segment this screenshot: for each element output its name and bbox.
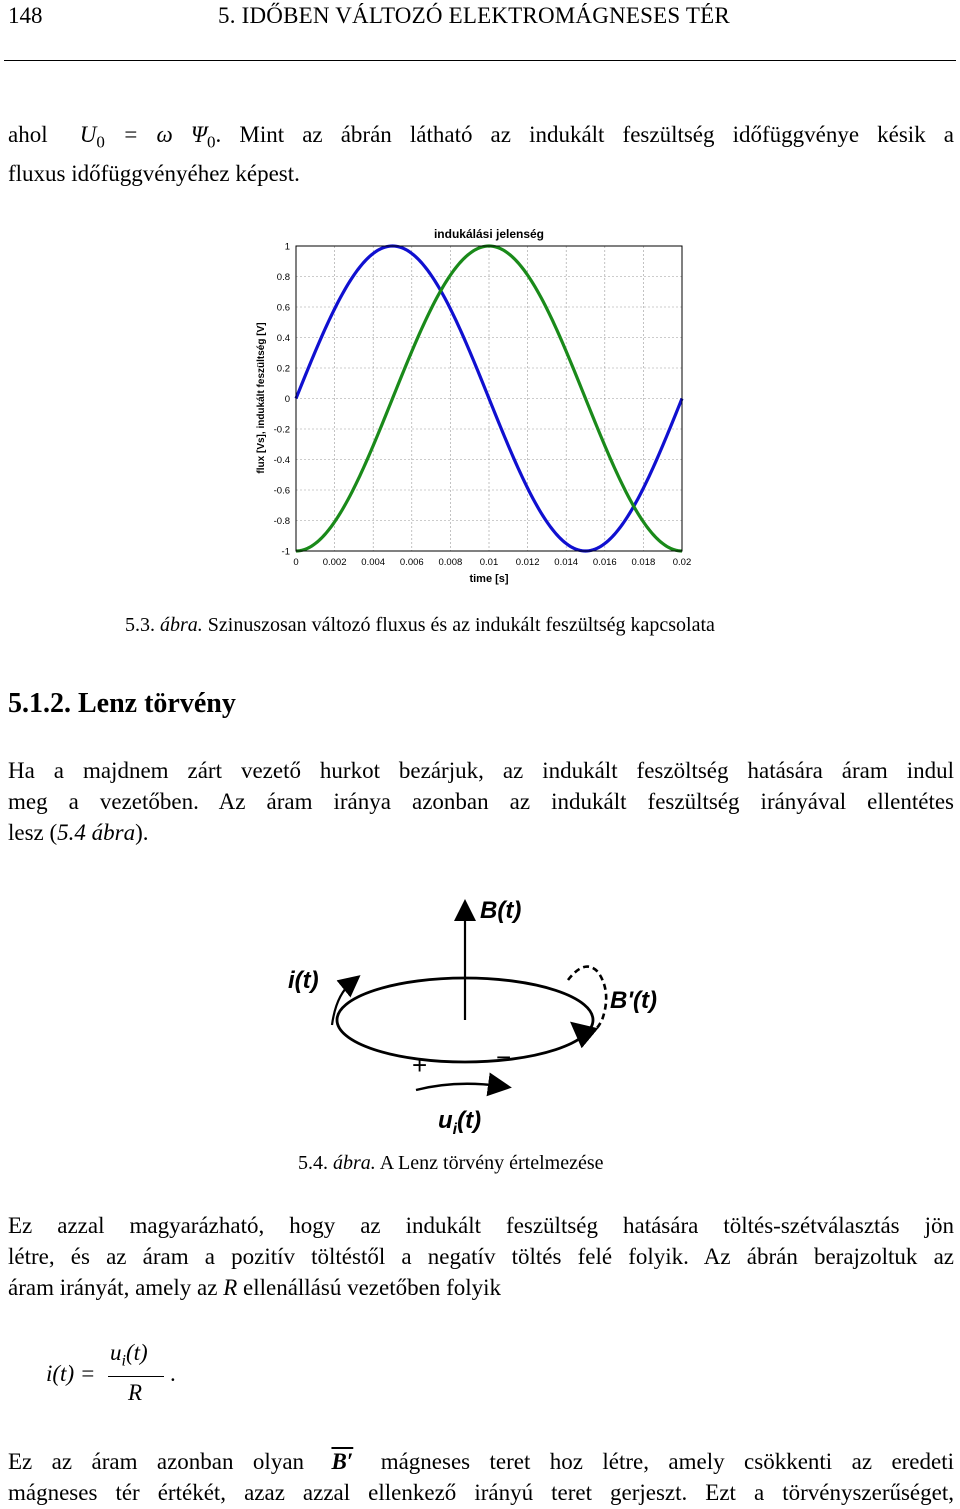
label-plus: +	[412, 1050, 428, 1080]
figure-caption-5-3: 5.3. ábra. Szinuszosan változó fluxus és az indukált feszültség kapcsolata	[125, 614, 715, 636]
inline-equation-u0: $U_0 = \omega$ $\Psi_0$	[79, 122, 216, 152]
figure-caption-5-4: 5.4. ábra. A Lenz törvény értelmezése	[298, 1152, 604, 1174]
x-tick-label: 0.004	[361, 557, 386, 568]
flux-voltage-chart	[228, 214, 708, 590]
y-tick-label: -1	[281, 546, 290, 558]
paragraph-b-prime-line-2: mágneses tér értékét, azaz azzal ellenkező irányú teret gerjeszt. Ezt a törvényszerűséget,	[8, 1480, 954, 1505]
equation-denominator: R	[128, 1380, 143, 1405]
chart-xlabel: time [s]	[469, 573, 509, 585]
header-rule	[4, 60, 956, 61]
y-tick-label: 0	[284, 394, 290, 405]
x-tick-label: 0.02	[672, 557, 692, 568]
paragraph-explanation-line-1: Ez azzal magyarázható, hogy az indukált feszültség hatására töltés-szétválasztás jön	[8, 1213, 954, 1238]
paragraph-lenz-intro	[8, 755, 954, 848]
y-tick-label: 0.2	[276, 363, 290, 375]
y-tick-label: 0.4	[276, 333, 290, 344]
paragraph-lenz-line-3: lesz (5.4 ábra).	[8, 820, 149, 845]
page-number: 148	[8, 3, 43, 28]
y-tick-label: -0.2	[273, 424, 290, 436]
lenz-law-diagram	[280, 880, 680, 1150]
paragraph-lenz-line-2: meg a vezetőben. Az áram iránya azonban az indukált feszültség irányával ellentétes	[8, 789, 954, 814]
y-tick-label: 0.6	[276, 302, 290, 314]
x-tick-label: 0.008	[438, 557, 463, 568]
equation-numerator: $u_i(t)$	[110, 1340, 148, 1370]
chart-title: indukálási jelenség	[433, 227, 545, 241]
running-title: 5. IDŐBEN VÁLTOZÓ ELEKTROMÁGNESES TÉR	[218, 3, 730, 28]
fraction-bar	[108, 1376, 164, 1377]
label-b-prime-t: B'(t)	[610, 987, 658, 1014]
y-tick-label: -0.6	[273, 485, 290, 497]
equation-lhs: i(t) =	[46, 1361, 96, 1386]
section-title: 5.1.2. Lenz törvény	[8, 688, 236, 719]
paragraph-intro-line-1: ahol $U_0 = \omega$ $\Psi_0$. Mint az ábrán látható az indukált feszültség időfüggvénye késik a	[8, 122, 954, 152]
x-tick-label: 0.016	[592, 557, 617, 568]
paragraph-b-prime	[8, 1446, 954, 1508]
page-header	[0, 0, 960, 62]
label-b-t: B(t)	[480, 897, 522, 924]
label-minus: −	[496, 1042, 512, 1072]
x-tick-label: 0.002	[322, 557, 347, 568]
voltage-arrow	[416, 1084, 500, 1090]
x-tick-label: 0.006	[399, 557, 424, 568]
x-tick-label: 0.018	[631, 557, 656, 568]
paragraph-intro	[8, 119, 954, 189]
y-tick-label: 1	[284, 241, 290, 253]
vector-b-prime: B′	[331, 1449, 354, 1474]
paragraph-b-prime-line-1: Ez az áram azonban olyan B′ mágneses teret hoz létre, amely csökkenti az eredeti	[8, 1449, 955, 1474]
chart-ylabel: flux [Vs], indukált feszültség [V]	[256, 322, 267, 474]
equation-ohm	[46, 1336, 206, 1416]
paragraph-lenz-line-1: Ha a majdnem zárt vezető hurkot bezárjuk, az indukált feszöltség hatására áram indul	[8, 758, 954, 783]
paragraph-explanation-line-3: áram irányát, amely az R ellenállású vezetőben folyik	[8, 1275, 502, 1300]
equation-period: .	[170, 1361, 176, 1386]
x-tick-label: 0	[293, 557, 299, 568]
label-ui-t: $u_i(t)$	[438, 1107, 482, 1138]
x-tick-label: 0.01	[479, 557, 499, 568]
paragraph-explanation	[8, 1210, 954, 1303]
y-tick-label: -0.4	[273, 455, 290, 466]
y-tick-label: -0.8	[273, 516, 290, 527]
x-tick-label: 0.012	[515, 557, 540, 568]
x-tick-label: 0.014	[554, 557, 579, 568]
paragraph-explanation-line-2: létre, és az áram a pozitív töltéstől a negatív töltés felé folyik. Az ábrán berajzoltuk az	[8, 1244, 954, 1269]
y-tick-label: 0.8	[276, 272, 290, 283]
b-prime-field-arrow	[568, 967, 606, 1034]
label-i-t: i(t)	[288, 967, 319, 994]
paragraph-intro-line-2: fluxus időfüggvényéhez képest.	[8, 160, 300, 186]
